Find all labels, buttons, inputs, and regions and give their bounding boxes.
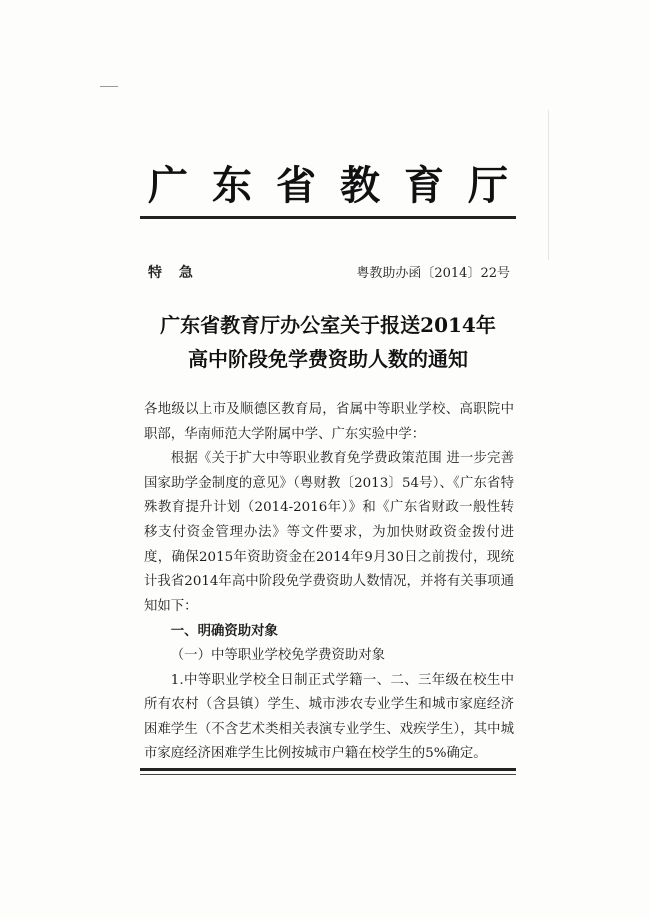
agency-char: 教 xyxy=(340,162,380,209)
header-rule xyxy=(140,216,516,219)
agency-char: 育 xyxy=(404,162,444,209)
title-line-1: 广东省教育厅办公室关于报送2014年 xyxy=(160,313,496,337)
subsection-heading: （一）中等职业学校免学费资助对象 xyxy=(170,647,386,663)
document-body xyxy=(144,398,514,767)
urgency-label: 特 急 xyxy=(148,265,199,281)
agency-name-header xyxy=(148,158,508,214)
agency-char: 省 xyxy=(276,162,316,209)
item-paragraph: 1.中等职业学校全日制正式学籍一、二、三年级在校生中所有农村（含县镇）学生、城市涉农专业学生和城市家庭经济困难学生（不含艺术类相关表演专业学生、戏疾学生），其中城市家庭经济困难学生比例按城市户籍在校学生的5%确定。 xyxy=(144,672,514,762)
agency-char: 东 xyxy=(212,162,252,209)
scan-artifact-mark xyxy=(100,86,118,87)
document-number: 粤教助办函〔2014〕22号 xyxy=(356,266,510,281)
recipients-paragraph: 各地级以上市及顺德区教育局，省属中等职业学校、高职院中职部，华南师范大学附属中学、广东实验中学： xyxy=(144,402,514,442)
footer-rule-thick xyxy=(140,768,516,771)
section-heading: 一、明确资助对象 xyxy=(170,623,278,640)
document-title xyxy=(140,308,516,376)
agency-char: 广 xyxy=(148,162,188,209)
intro-paragraph: 根据《关于扩大中等职业教育免学费政策范围 进一步完善国家助学金制度的意见》（粤财教〔2013〕54号）、《广东省特殊教育提升计划（2014-2016年）》和《广东省财政一般性转移支付资金管理办法》等文件要求，为加快财政资金拨付进度，确保2015年资助资金在2014年9月30日之前拨付，现统计我省2014年高中阶段免学费资助人数情况，并将有关事项通知如下： xyxy=(144,451,514,614)
title-line-2: 高中阶段免学费资助人数的通知 xyxy=(188,347,468,371)
agency-char: 厅 xyxy=(468,162,508,209)
scan-artifact-edge xyxy=(548,110,549,260)
footer-rule-thin xyxy=(140,774,516,775)
